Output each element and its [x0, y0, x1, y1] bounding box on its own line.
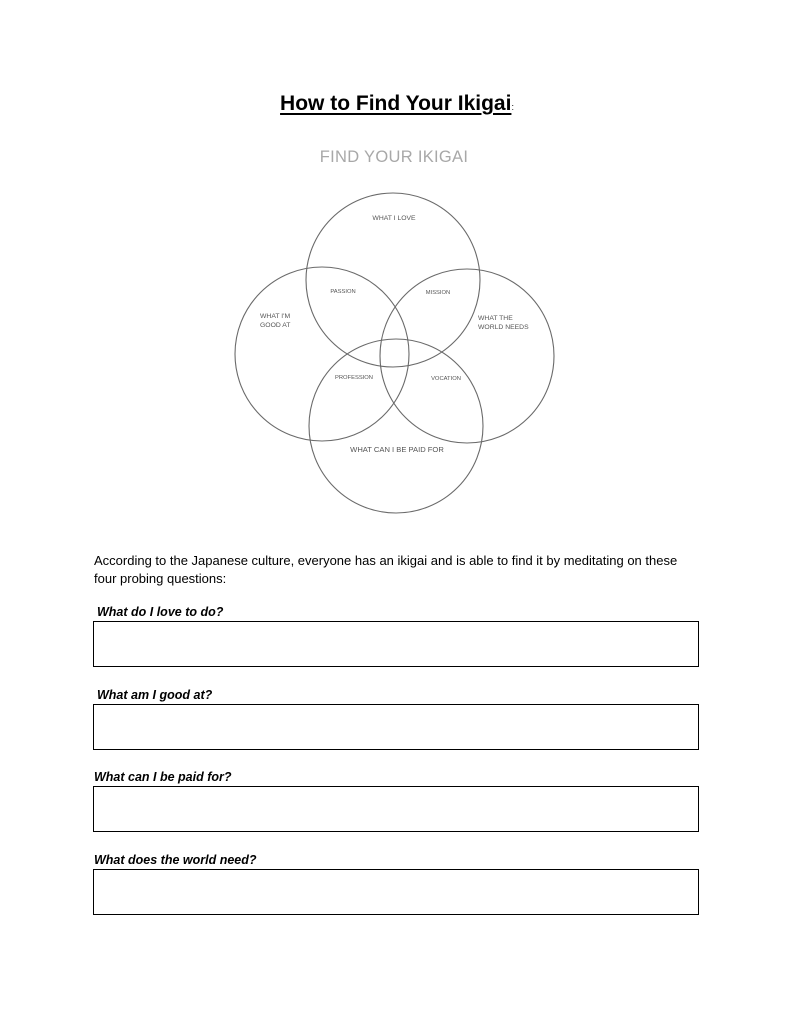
question-paid-for-label: What can I be paid for?	[94, 770, 232, 784]
label-what-im-good-at-line1: WHAT I'M	[260, 313, 291, 320]
intro-paragraph: According to the Japanese culture, everyone has an ikigai and is able to find it by meditating on these four probing questions:	[94, 553, 678, 586]
label-what-i-love: WHAT I LOVE	[372, 215, 416, 222]
circle-what-can-i-be-paid-for	[309, 339, 483, 513]
label-what-can-i-be-paid-for: WHAT CAN I BE PAID FOR	[350, 445, 444, 454]
label-what-im-good-at-line2: GOOD AT	[260, 322, 291, 329]
question-world-needs-label: What does the world need?	[94, 853, 257, 867]
page-title-text: How to Find Your Ikigai	[280, 92, 512, 115]
label-profession: PROFESSION	[334, 375, 374, 381]
answer-paid-for-field[interactable]	[93, 786, 699, 832]
answer-love-field[interactable]	[93, 621, 699, 667]
circle-what-the-world-needs	[380, 269, 554, 443]
label-what-the-world-needs-line1: WHAT THE	[478, 315, 513, 322]
circle-what-im-good-at	[235, 267, 409, 441]
diagram-heading: FIND YOUR IKIGAI	[319, 148, 469, 166]
label-mission: MISSION	[425, 290, 451, 296]
answer-world-needs-field[interactable]	[93, 869, 699, 915]
page-title-colon: :	[511, 102, 514, 112]
question-love-label: What do I love to do?	[97, 605, 224, 619]
ikigai-venn-diagram	[0, 130, 794, 540]
answer-good-at-field[interactable]	[93, 704, 699, 750]
label-vocation: VOCATION	[431, 376, 461, 382]
label-passion: PASSION	[330, 289, 356, 295]
question-good-at-label: What am I good at?	[97, 688, 213, 702]
page-title	[0, 88, 794, 123]
label-what-the-world-needs-line2: WORLD NEEDS	[478, 324, 529, 331]
